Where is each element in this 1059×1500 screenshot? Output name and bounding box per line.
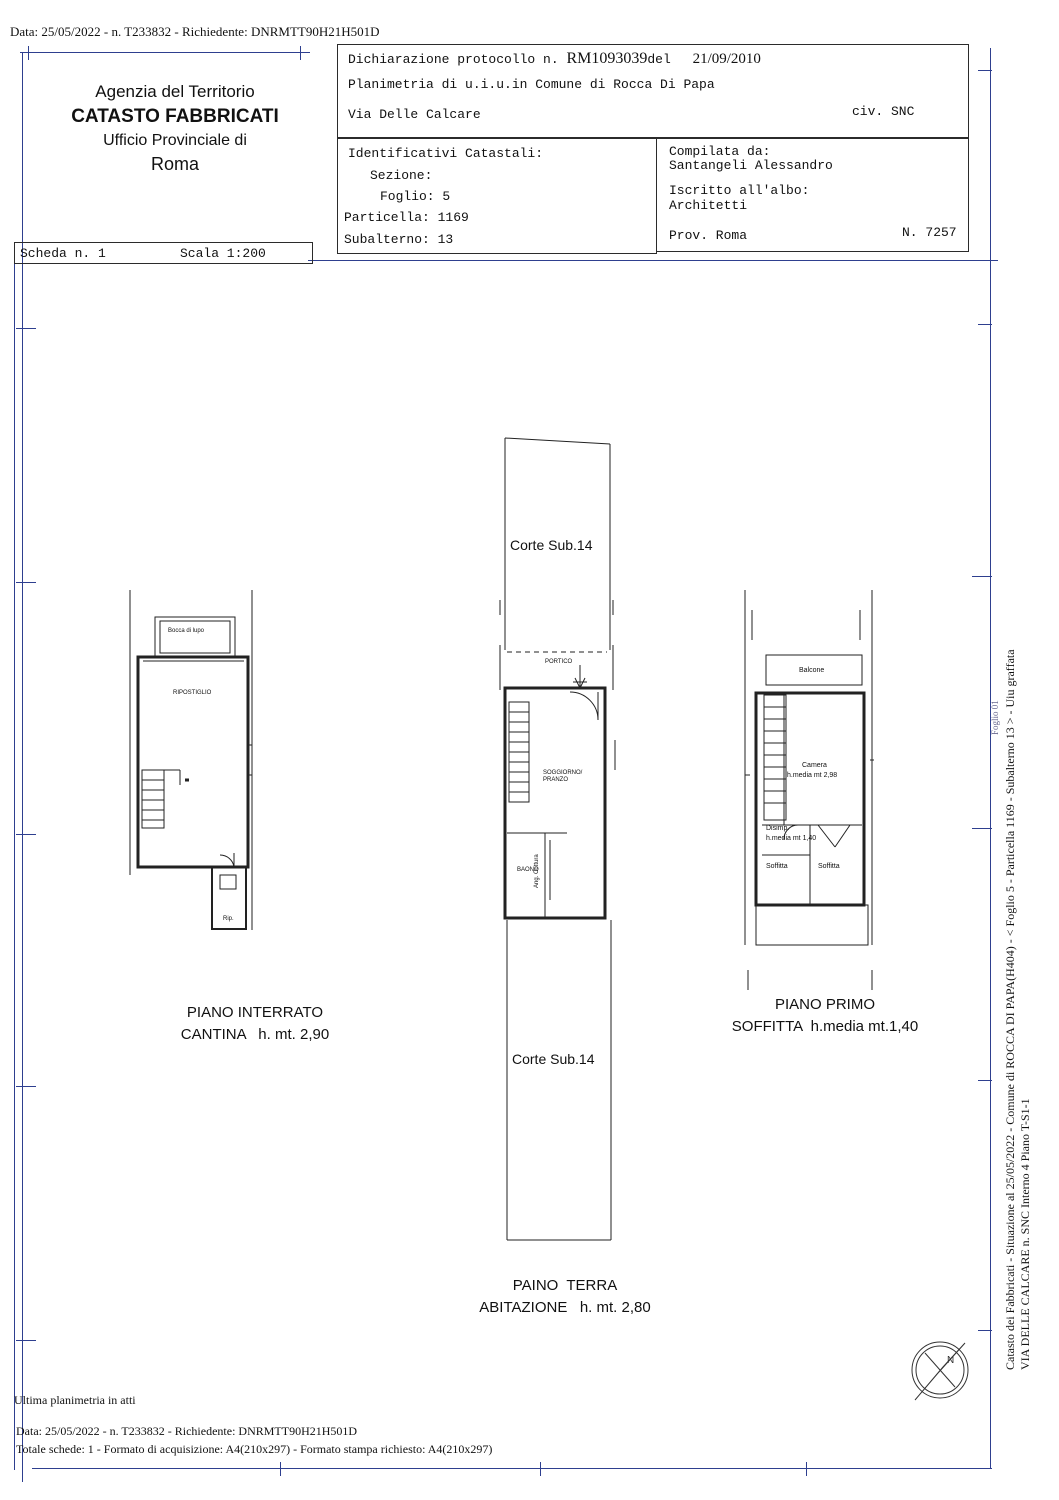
tick	[16, 582, 36, 583]
tick	[978, 1080, 992, 1081]
scheda-number: Scheda n. 1	[20, 246, 106, 261]
plan-primo-drawing	[740, 585, 880, 995]
bocca-label: Bocca di lupo	[168, 628, 205, 634]
protocollo-date: 21/09/2010	[692, 51, 761, 67]
foglio-field: Foglio: 5	[380, 189, 451, 204]
soggiorno-label: SOGGIORNO/ PRANZO	[543, 770, 583, 783]
tick	[978, 70, 992, 71]
protocollo-number: RM1093039	[566, 50, 648, 67]
camera-height: h.media mt 2,98	[787, 772, 838, 779]
foglio-stamp: Foglio 01	[990, 700, 1000, 735]
baono-label: BAONO	[517, 867, 539, 873]
tick	[28, 46, 29, 60]
civ-line: civ. SNC	[852, 104, 915, 119]
soffitta-label-1: Soffitta	[766, 863, 788, 870]
frame-inner-top	[308, 260, 998, 261]
albo-value: Architetti	[669, 198, 748, 213]
compilata-label: Compilata da:	[669, 144, 771, 159]
particella-field: Particella: 1169	[344, 210, 469, 225]
ultima-planimetria: Ultima planimetria in atti	[14, 1393, 136, 1407]
primo-title: PIANO PRIMO SOFFITTA h.media mt.1,40	[731, 996, 919, 1035]
identificativi-title: Identificativi Catastali:	[348, 146, 544, 161]
tick	[16, 834, 36, 835]
frame-inner-left	[14, 248, 15, 1470]
tick	[972, 576, 992, 577]
tick	[972, 828, 992, 829]
ripostiglio-label: RIPOSTIGLIO	[173, 690, 212, 696]
tick	[280, 1462, 281, 1476]
frame-right-line	[990, 48, 991, 1468]
tick	[16, 328, 36, 329]
soffitta-label-2: Soffitta	[818, 863, 840, 870]
corte-bottom-label: Corte Sub.14	[512, 1051, 595, 1067]
disimp-label: Disimp.	[766, 825, 790, 832]
footer-data: Data: 25/05/2022 - n. T233832 - Richiedente: DNRMTT90H21H501D	[16, 1424, 358, 1438]
rip-label: Rip.	[223, 916, 234, 922]
planimetria-line: Planimetria di u.i.u.in Comune di Rocca Di Papa	[348, 77, 715, 92]
plan-interrato-drawing	[120, 585, 280, 935]
frame-left-line	[22, 52, 23, 1482]
catasto-title: CATASTO FABBRICATI	[71, 106, 279, 127]
via-line: Via Delle Calcare	[348, 107, 481, 122]
side-vertical-text: Catasto dei Fabbricati - Situazione al 25/05/2022 - Comune di ROCCA DI PAPA(H404) - < Foglio 5 - Particella 1169 - Subalterno 13 > - Uiu graffata VIA DELLE CALCARE n. SNC Interno 4 Piano T-S1-1	[1003, 649, 1032, 1370]
compilata-name: Santangeli Alessandro	[669, 158, 833, 173]
corte-top-label: Corte Sub.14	[510, 537, 593, 553]
ufficio-label: Ufficio Provinciale di	[103, 132, 247, 149]
north-arrow-icon	[905, 1335, 975, 1405]
portico-label: PORTICO	[545, 659, 573, 665]
ufficio-city: Roma	[150, 154, 199, 174]
frame-bottom-line	[32, 1468, 992, 1469]
agency-block	[60, 82, 290, 175]
agency-name: Agenzia del Territorio	[95, 82, 255, 101]
tick	[978, 1330, 992, 1331]
scala-value: Scala 1:200	[180, 246, 266, 261]
plan-terra-drawing	[495, 430, 625, 1250]
tick	[300, 46, 301, 60]
svg-text:N: N	[947, 1355, 955, 1366]
cottura-label: Ang. Cottura	[534, 854, 540, 888]
dichiarazione-line: Dichiarazione protocollo n. RM1093039del 21/09/2010	[348, 50, 761, 67]
albo-label: Iscritto all'albo:	[669, 183, 810, 198]
tick	[806, 1462, 807, 1476]
interrato-title: PIANO INTERRATO CANTINA h. mt. 2,90	[180, 1004, 330, 1043]
tick	[16, 1340, 36, 1341]
balcone-label: Balcone	[799, 667, 825, 674]
camera-label: Camera	[802, 762, 827, 769]
prov-value: Prov. Roma	[669, 228, 748, 243]
albo-number: N. 7257	[902, 225, 957, 240]
sezione-field: Sezione:	[370, 168, 433, 183]
terra-title: PAINO TERRA ABITAZIONE h. mt. 2,80	[479, 1277, 651, 1316]
top-request-line: Data: 25/05/2022 - n. T233832 - Richiedente: DNRMTT90H21H501D	[10, 24, 380, 39]
frame-top-line	[20, 52, 310, 53]
subalterno-field: Subalterno: 13	[344, 232, 454, 247]
tick	[978, 324, 992, 325]
tick	[16, 1086, 36, 1087]
tick	[540, 1462, 541, 1476]
footer-totale: Totale schede: 1 - Formato di acquisizione: A4(210x297) - Formato stampa richiesto: A4(210x297)	[16, 1442, 493, 1456]
disimp-height: h.media mt 1,40	[766, 835, 817, 842]
